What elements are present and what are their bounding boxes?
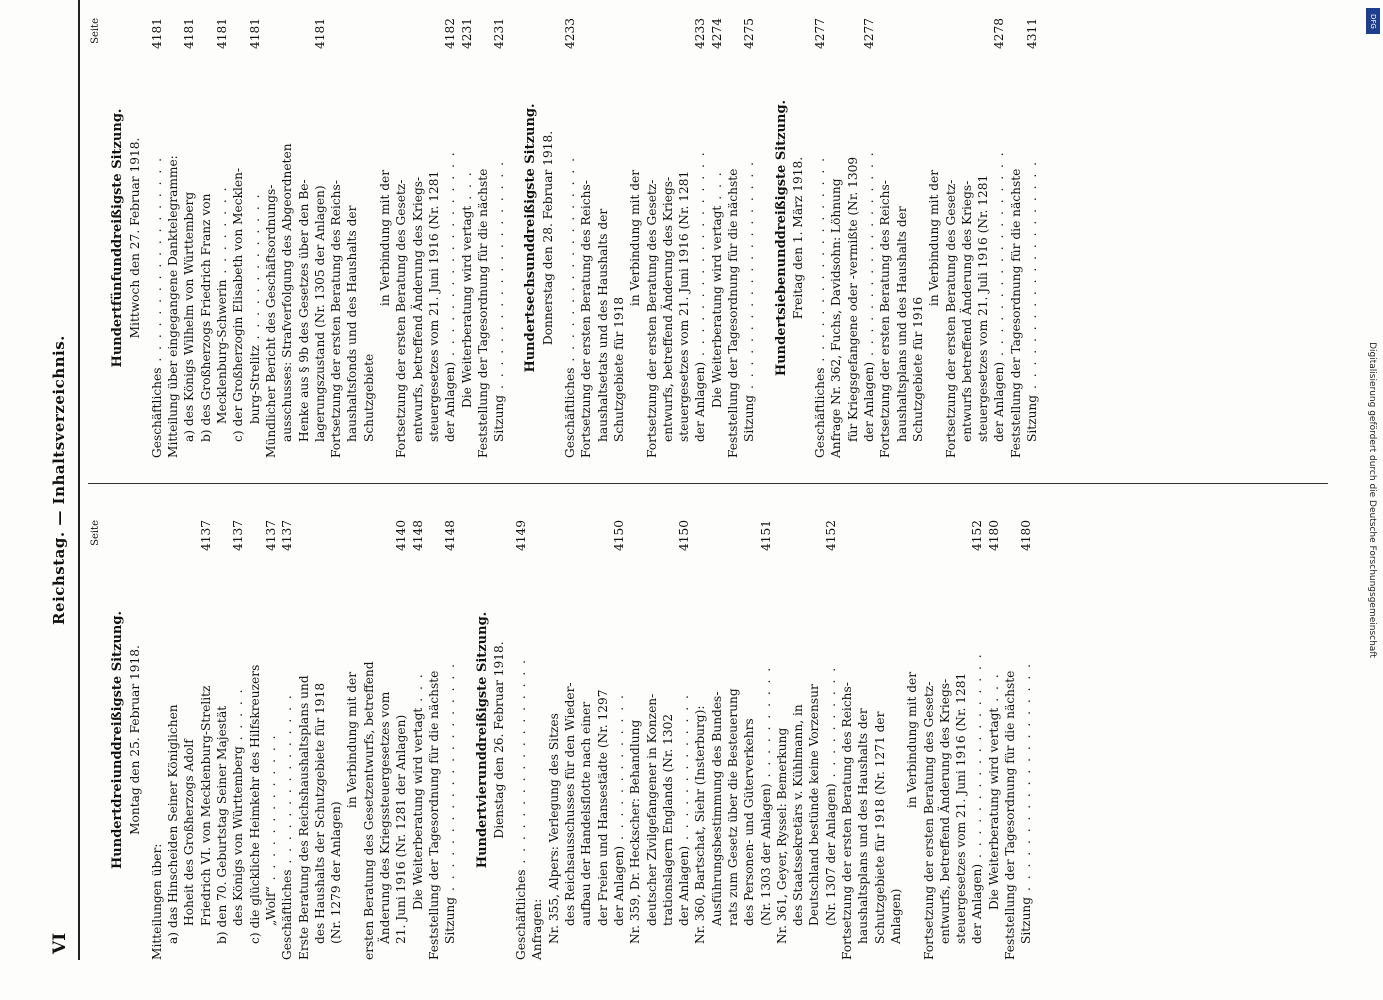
page-ref: 4181 <box>182 18 197 50</box>
toc-line: Feststellung der Tagesordnung für die nächste <box>1008 168 1023 458</box>
toc-line: Fortsetzung der ersten Beratung des Gesetz- <box>943 179 958 458</box>
toc-line: Nr. 361, Geyer, Ryssel: Bemerkung <box>774 727 789 944</box>
session-136 <box>523 18 757 458</box>
toc-entry: „Wolf“ . . . . . . . . . . . . . 4137 <box>263 520 278 926</box>
toc-line: Anfrage Nr. 362, Fuchs, Davidsohn: Löhnung <box>829 178 844 458</box>
toc-line: Henke aus § 9b des Gesetzes über den Be- <box>296 179 311 442</box>
page-ref: 4148 <box>443 520 458 552</box>
toc-line: Fortsetzung der ersten Beratung des Reichs- <box>840 682 855 960</box>
session-date: Montag den 25. Februar 1918. <box>127 645 142 835</box>
page-ref: 4277 <box>862 18 877 50</box>
toc-entry: (Nr. 1307 der Anlagen) . . . . . . . . . . 4152 <box>823 520 838 926</box>
toc-entry: lagerungszustand (Nr. 1305 der Anlagen) 4181 <box>312 18 327 442</box>
toc-line: rats zum Gesetz über die Besteuerung <box>725 688 740 926</box>
toc-line: c) die glückliche Heimkehr des Hilfskreuzers <box>247 664 262 944</box>
toc-entry: Geschäftliches . . . . . . . . . . . . . . . . . . 4233 <box>563 18 578 458</box>
page-ref: 4277 <box>813 18 828 50</box>
page-ref: 4148 <box>410 520 425 552</box>
toc-line: steuergesetzes vom 21. Juli 1916 (Nr. 1281 <box>976 174 991 442</box>
session-heading: Hundertfünfunddreißigste Sitzung. <box>110 108 126 368</box>
toc-line: Deutschland bestünde keine Vorzensur <box>807 684 822 926</box>
session-137 <box>774 18 1041 458</box>
toc-line: des Haushalts der Schutzgebiete für 1918 <box>312 682 327 944</box>
toc-line: haushaltsplans und des Haushalts der <box>856 708 871 944</box>
page-ref: 4151 <box>758 520 773 552</box>
left-column <box>88 520 1328 960</box>
toc-line: in Verbindung mit der <box>378 169 393 307</box>
toc-entry: Sitzung . . . . . . . . . . . . . . . . . . . . 4275 <box>742 18 757 442</box>
toc-line: Schutzgebiete <box>361 353 376 442</box>
page-ref: 4137 <box>231 520 246 552</box>
toc-line: Mündlicher Bericht des Geschäftsordnungs- <box>263 184 278 458</box>
toc-line: deutscher Zivilgefangener in Konzen- <box>644 693 659 926</box>
page-ref: 4137 <box>280 520 295 552</box>
toc-line: Nr. 360, Bartschat, Siehr (Insterburg): <box>693 705 708 944</box>
seite-label-right: Seite <box>90 18 101 44</box>
page-ref: 4278 <box>992 18 1007 50</box>
page-ref: 4181 <box>247 18 262 50</box>
toc-entry: Sitzung . . . . . . . . . . . . . . . . . . . . 4311 <box>1025 18 1040 442</box>
toc-line: Anfragen: <box>530 898 545 960</box>
toc-line: steuergesetzes vom 21. Juni 1916 (Nr. 1281 <box>954 672 969 944</box>
session-135 <box>110 18 507 458</box>
session-heading: Hundertsiebenunddreißigste Sitzung. <box>773 99 789 377</box>
toc-entry: der Anlagen) . . . . . . . . . . . . . 4150 <box>677 520 692 926</box>
toc-entry: der Anlagen) . . . . . . . . . . . . . . . . . . 4182 <box>443 18 458 442</box>
page-ref: 4275 <box>742 18 757 50</box>
rotated-content <box>48 0 1338 960</box>
session-date: Mittwoch den 27. Februar 1918. <box>127 137 142 339</box>
toc-line: des Reichsausschusses für den Wieder- <box>563 682 578 926</box>
toc-line: entwurfs, betreffend Änderung des Kriegs- <box>660 176 675 442</box>
page-ref: 4181 <box>149 18 164 50</box>
page-ref: 4182 <box>443 18 458 50</box>
toc-line: trationslagern Englands (Nr. 1302 <box>660 713 675 926</box>
toc-line: haushaltsfonds und des Haushalts der <box>345 205 360 442</box>
toc-line: in Verbindung mit der <box>628 169 643 307</box>
toc-entry: Geschäftliches . . . . . . . . . . . . . . . . . . 4149 <box>514 520 529 960</box>
toc-line: Anlagen) <box>888 888 903 944</box>
page-ref: 4180 <box>1019 520 1034 552</box>
toc-line: Schutzgebiete für 1916 <box>910 296 925 442</box>
page-ref: 4231 <box>492 18 507 50</box>
toc-line: in Verbindung mit der <box>345 671 360 809</box>
page-ref: 4152 <box>970 520 985 552</box>
seite-label-left: Seite <box>90 520 101 546</box>
toc-line: Nr. 359, Dr. Heckscher: Behandlung <box>628 719 643 944</box>
toc-entry: Die Weiterberatung wird vertagt . . . 4231 <box>459 18 474 408</box>
toc-entry: Geschäftliches . . . . . . . . . . . . . . . . . . 4277 <box>813 18 828 458</box>
toc-entry: Geschäftliches . . . . . . . . . . . . . . . 4137 <box>280 520 295 960</box>
header-rule <box>78 0 80 960</box>
session-heading: Hundertdreiunddreißigste Sitzung. <box>110 611 126 869</box>
toc-line: haushaltsetats und des Haushalts der <box>595 208 610 442</box>
running-title: Reichstag. — Inhaltsverzeichnis. <box>50 335 68 625</box>
toc-line: Feststellung der Tagesordnung für die nächste <box>426 670 441 960</box>
toc-line: Mitteilungen über: <box>149 843 164 960</box>
toc-line: des Personen- und Güterverkehrs <box>742 718 757 926</box>
page-ref: 4274 <box>709 18 724 50</box>
session-date: Freitag den 1. März 1918. <box>790 156 805 320</box>
page-number: VI <box>50 932 70 954</box>
page-ref: 4137 <box>198 520 213 552</box>
toc-line: ersten Beratung des Gesetzentwurfs, betreffend <box>361 661 376 960</box>
toc-line: Fortsetzung der ersten Beratung des Reichs- <box>579 180 594 458</box>
session-date: Dienstag den 26. Februar 1918. <box>491 641 506 839</box>
toc-entry: (Nr. 1303 der Anlagen) . . . . . . . . . . 4151 <box>758 520 773 926</box>
toc-line: entwurfs betreffend Änderung des Kriegs- <box>959 180 974 442</box>
toc-line: Nr. 355, Alpers: Verlegung des Sitzes <box>546 713 561 944</box>
toc-line: Schutzgebiete für 1918 <box>611 296 626 442</box>
toc-entry: Die Weiterberatung wird vertagt . . . 4274 <box>709 18 724 408</box>
toc-entry: der Anlagen) . . . . . . . . . . . . . . . . . . 4152 <box>970 520 985 944</box>
toc-line: steuergesetzes vom 21. Juni 1916 (Nr. 1281 <box>426 170 441 442</box>
toc-entry: Mecklenburg-Schwerin . . . . . . . . 4181 <box>215 18 230 424</box>
toc-line: Fortsetzung der ersten Beratung des Reichs- <box>329 180 344 458</box>
toc-line: Hoheit des Großherzogs Adolf <box>182 739 197 926</box>
toc-entry: Sitzung . . . . . . . . . . . . . . . . . . . . 4148 <box>443 520 458 944</box>
toc-line: b) den 70. Geburtstag Seiner Majestät <box>215 705 230 944</box>
page-ref: 4311 <box>1025 18 1040 50</box>
page-ref: 4231 <box>459 18 474 50</box>
toc-line: ausschusses: Strafverfolgung des Abgeordneten <box>280 143 295 442</box>
toc-line: in Verbindung mit der <box>927 169 942 307</box>
page-ref: 4180 <box>986 520 1001 552</box>
toc-line: Feststellung der Tagesordnung für die nächste <box>725 168 740 458</box>
toc-line: für Kriegsgefangene oder -vermißte (Nr. 1309 <box>845 156 860 442</box>
toc-line: Mitteilung über eingegangene Danktelegramme: <box>166 155 181 458</box>
toc-entry: Friedrich VI. von Mecklenburg-Strelitz 4137 <box>198 520 213 926</box>
page-ref: 4152 <box>823 520 838 552</box>
toc-line: entwurfs, betreffend Änderung des Kriegs- <box>937 678 952 944</box>
toc-line: aufbau der Handelsflotte nach einer <box>579 701 594 926</box>
session-heading: Hundertsechsunddreißigste Sitzung. <box>523 103 539 373</box>
toc-entry: Sitzung . . . . . . . . . . . . . . . . . . . . 4180 <box>1019 520 1034 944</box>
column-divider <box>88 483 1328 484</box>
toc-line: Feststellung der Tagesordnung für die nächste <box>1003 670 1018 960</box>
toc-line: des Staatssekretärs v. Kühlmann, in <box>791 704 806 926</box>
toc-entry: burg-Strelitz . . . . . . . . . . . . . 4181 <box>247 18 262 424</box>
dfg-logo: DFG <box>1366 8 1380 34</box>
toc-line: (Nr. 1279 der Anlagen) <box>329 801 344 944</box>
toc-entry: a) des Königs Wilhelm von Württemberg 4181 <box>182 18 197 442</box>
running-header <box>48 0 76 960</box>
session-133 <box>110 520 458 960</box>
page-ref: 4149 <box>514 520 529 552</box>
toc-line: haushaltsplans und des Haushalts der <box>894 206 909 442</box>
toc-line: Fortsetzung der ersten Beratung des Gesetz- <box>394 179 409 458</box>
toc-line: entwurfs, betreffend Änderung des Kriegs- <box>410 176 425 442</box>
toc-entry: der Anlagen) . . . . . . . . . . . . . . . . . . 4233 <box>693 18 708 442</box>
toc-line: Erste Beratung des Reichshaushaltsplans und <box>296 675 311 960</box>
toc-entry: 21. Juni 1916 (Nr. 1281 der Anlagen) 4140 <box>394 520 409 944</box>
toc-line: b) des Großherzogs Friedrich Franz von <box>198 193 213 442</box>
toc-line: Fortsetzung der ersten Beratung des Gesetz- <box>644 179 659 458</box>
toc-line: der Freien und Hansestädte (Nr. 1297 <box>595 689 610 926</box>
toc-entry: Sitzung . . . . . . . . . . . . . . . . . . . . 4231 <box>492 18 507 442</box>
toc-line: steuergesetzes vom 21. Juni 1916 (Nr. 1281 <box>677 170 692 442</box>
toc-line: Schutzgebiete für 1918 (Nr. 1271 der <box>872 711 887 944</box>
toc-line: a) das Hinscheiden Seiner Königlichen <box>166 704 181 944</box>
page-ref: 4150 <box>611 520 626 552</box>
page-ref: 4181 <box>215 18 230 50</box>
toc-line: Fortsetzung der ersten Beratung des Reichs- <box>878 180 893 458</box>
toc-line: in Verbindung mit der <box>905 671 920 809</box>
session-heading: Hundertvierunddreißigste Sitzung. <box>474 611 490 869</box>
toc-entry: Die Weiterberatung wird vertagt . . . 4180 <box>986 520 1001 910</box>
toc-entry: der Anlagen) . . . . . . . . . . . . . 4150 <box>611 520 626 926</box>
toc-line: Ausführungsbestimmung des Bundes- <box>709 691 724 926</box>
page-ref: 4150 <box>677 520 692 552</box>
page-ref: 4140 <box>394 520 409 552</box>
right-column <box>88 18 1328 458</box>
toc-entry: der Anlagen) . . . . . . . . . . . . . . . . . . 4278 <box>992 18 1007 442</box>
toc-line: Feststellung der Tagesordnung für die nächste <box>475 168 490 458</box>
toc-line: c) der Großherzogin Elisabeth von Mecklen- <box>231 167 246 442</box>
page-ref: 4233 <box>563 18 578 50</box>
page-ref: 4233 <box>693 18 708 50</box>
page-ref: 4181 <box>312 18 327 50</box>
toc-entry: des Königs von Württemberg . . . . . 4137 <box>231 520 246 926</box>
page-ref: 4137 <box>263 520 278 552</box>
toc-entry: Die Weiterberatung wird vertagt . . . 4148 <box>410 520 425 910</box>
session-date: Donnerstag den 28. Februar 1918. <box>540 130 555 346</box>
toc-line: Änderung des Kriegssteuergesetzes vom <box>378 691 393 944</box>
toc-line: Fortsetzung der ersten Beratung des Gesetz- <box>921 681 936 960</box>
toc-entry: der Anlagen) . . . . . . . . . . . . . . . . . . 4277 <box>862 18 877 442</box>
digitization-note: Digitalisierung gefördert durch die Deutsche Forschungsgemeinschaft <box>1367 342 1377 658</box>
session-134 <box>475 520 1035 960</box>
toc-entry: Geschäftliches . . . . . . . . . . . . . . . . . . 4181 <box>149 18 164 458</box>
